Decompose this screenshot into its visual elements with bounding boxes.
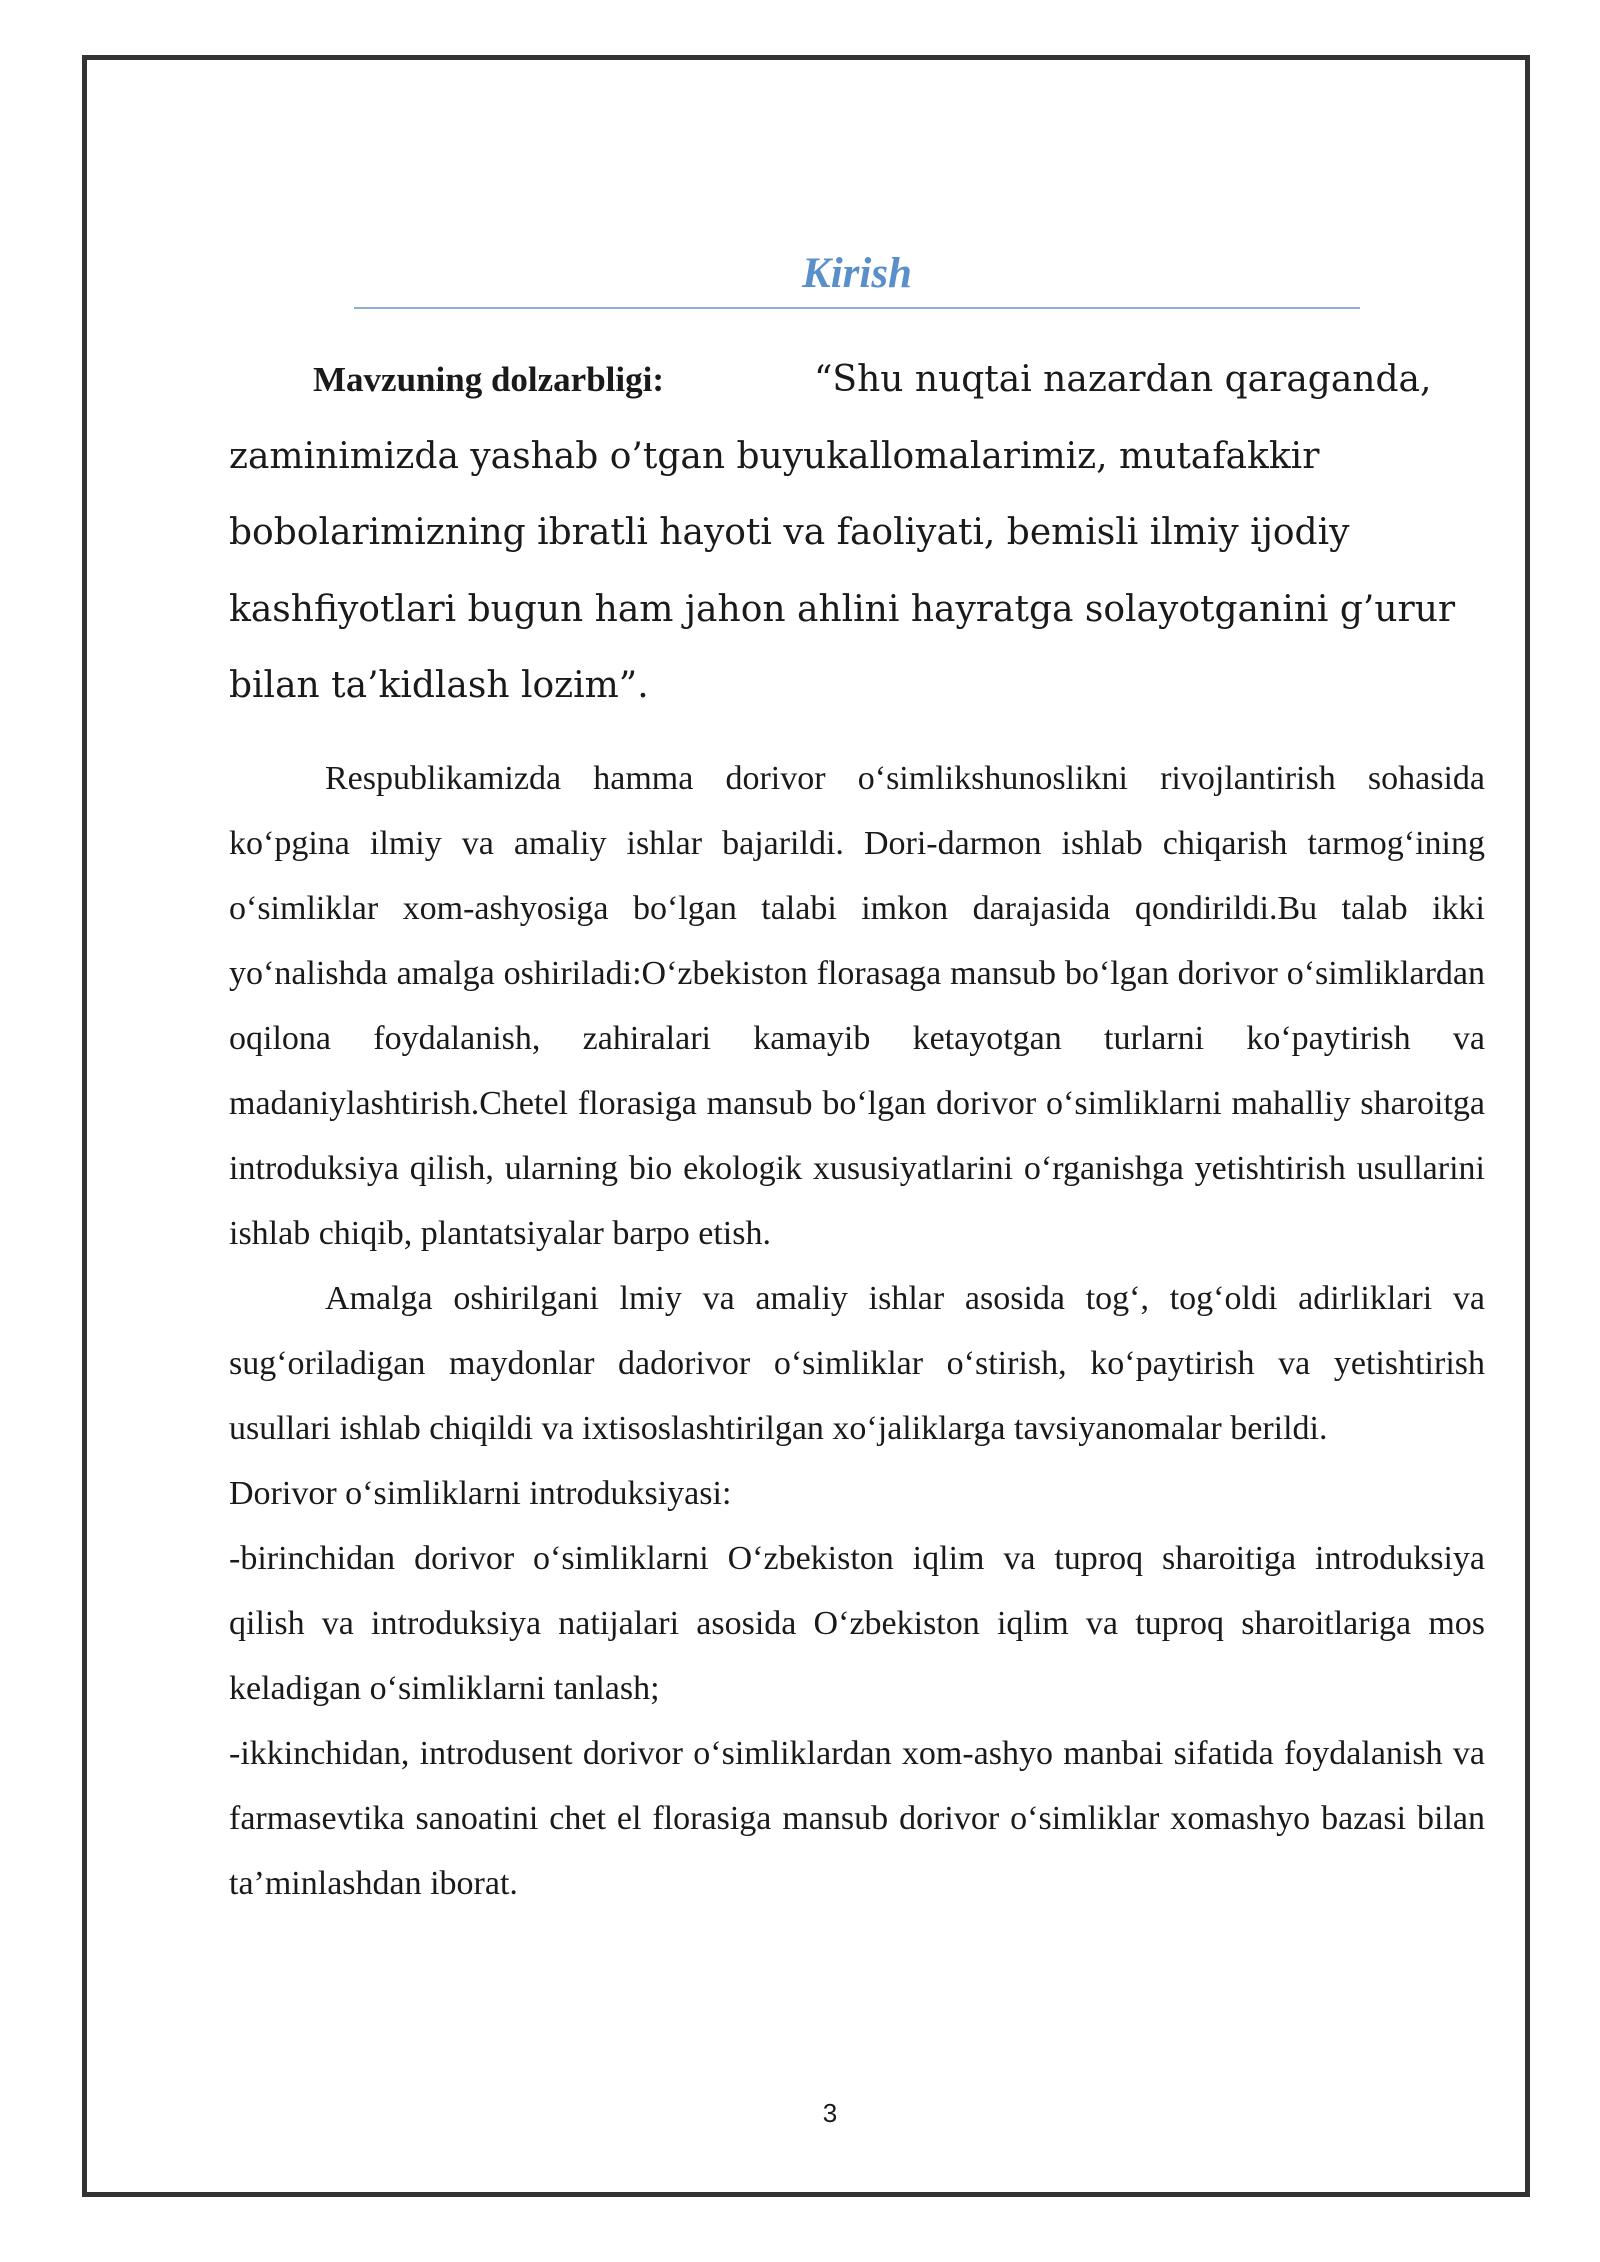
relevance-label: Mavzuning dolzarbligi: [313,360,664,399]
paragraph-4: -birinchidan dorivor o‘simliklarni O‘zbekiston iqlim va tuproq sharoitiga introduksiya qilish va introduksiya natijalari asosida O‘zbekiston iqlim va tuproq sharoitlariga mos keladigan o‘simliklarni tanlash; [229,1540,1485,1707]
relevance-intro [229,342,1489,725]
body-text [229,746,1485,1916]
page-number: 3 [822,2098,838,2128]
paragraph-1: Respublikamizda hamma dorivor o‘simlikshunoslikni rivojlantirish sohasida ko‘pgina ilmiy va amaliy ishlar bajarildi. Dori-darmon ishlab chiqarish tarmog‘ining o‘simliklar xom-ashyosiga bo‘lgan talabi imkon darajasida qondirildi.Bu talab ikki yo‘nalishda amalga oshiriladi:O‘zbekiston florasaga mansub bo‘lgan dorivor o‘simliklardan oqilona foydalanish, zahiralari kamayib ketayotgan turlarni ko‘paytirish va madaniylashtirish.Chetel florasiga mansub bo‘lgan dorivor o‘simliklarni mahalliy sharoitga introduksiya qilish, ularning bio ekologik xususiyatlarini o‘rganishga yetishtirish usullarini ishlab chiqib, plantatsiyalar barpo etish. [229,760,1485,1252]
heading-underline [354,307,1360,309]
page-heading: Kirish [802,250,912,297]
relevance-quote: “Shu nuqtai nazardan qaraganda, zaminimizda yashab o’tgan buyukallomalarimiz, mutafakkir bobolarimizning ibratli hayoti va faoliyati, bemisli ilmiy ijodiy kashfiyotlari bugun ham jahon ahlini hayratga solayotganini g’urur bilan ta’kidlash lozim”. [229,359,1456,706]
paragraph-2: Amalga oshirilgani lmiy va amaliy ishlar asosida tog‘, tog‘oldi adirliklari va sug‘oriladigan maydonlar dadorivor o‘simliklar o‘stirish, ko‘paytirish va yetishtirish usullari ishlab chiqildi va ixtisoslashtirilgan xo‘jaliklarga tavsiyanomalar berildi. [229,1280,1485,1447]
paragraph-5: -ikkinchidan, introdusent dorivor o‘simliklardan xom-ashyo manbai sifatida foydalanish va farmasevtika sanoatini chet el florasiga mansub dorivor o‘simliklar xomashyo bazasi bilan ta’minlashdan iborat. [229,1735,1485,1902]
paragraph-3: Dorivor o‘simliklarni introduksiyasi: [229,1475,732,1512]
